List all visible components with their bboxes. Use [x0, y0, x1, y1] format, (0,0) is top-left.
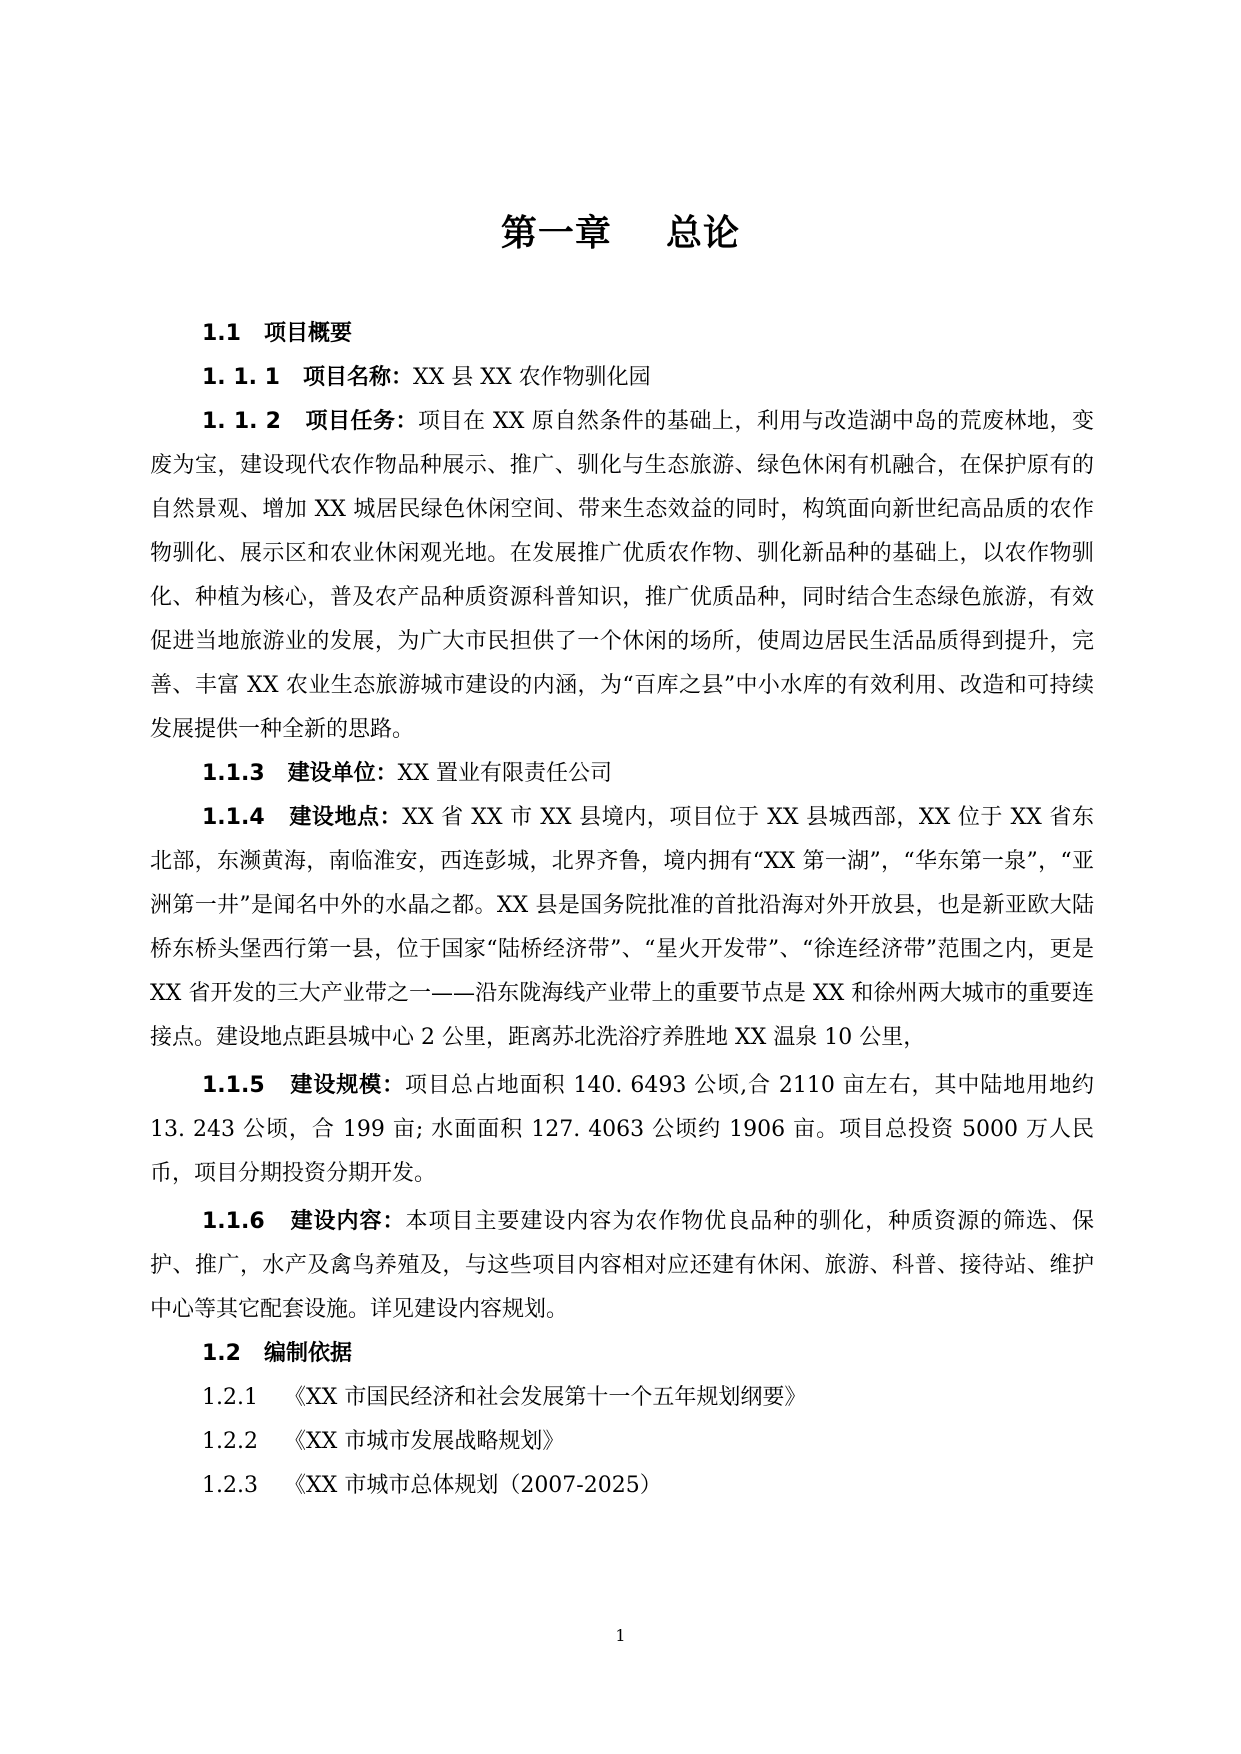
section-1-2-heading [150, 1332, 1094, 1376]
section-1-1-1: 1. 1. 1 项目名称：XX 县 XX 农作物驯化园 [202, 365, 651, 390]
section-title: 建设规模 [290, 1073, 383, 1098]
section-body: 本项目主要建设内容为农作物优良品种的驯化，种质资源的筛选、保护、推广，水产及禽鸟养殖及，与这些项目内容相对应还建有休闲、旅游、科普、接待站、维护中心等其它配套设施。详见建设内容规划。 [150, 1209, 1094, 1322]
section-number: 1. 1. 2 [202, 409, 281, 434]
section-1-1-heading [150, 312, 1094, 356]
section-body: XX 省 XX 市 XX 县境内，项目位于 XX 县城西部，XX 位于 XX 省东北部，东濒黄海，南临淮安，西连彭城，北界齐鲁，境内拥有“XX 第一湖”，“华东第一泉”，“亚洲第一井”是闻名中外的水晶之都。XX 县是国务院批准的首批沿海对外开放县，也是新亚欧大陆桥东桥头堡西行第一县，位于国家“陆桥经济带”、“星火开发带”、“徐连经济带”范围之内，更是 XX 省开发的三大产业带之一——沿东陇海线产业带上的重要节点是 XX 和徐州两大城市的重要连接点。建设地点距县城中心 2 公里，距离苏北洗浴疗养胜地 XX 温泉 10 公里， [150, 805, 1094, 1050]
section-title: 建设单位 [287, 761, 376, 786]
basis-item [150, 1464, 1094, 1508]
section-title: 项目名称 [302, 365, 391, 390]
document-body [150, 312, 1094, 1508]
section-number: 1. 1. 1 [202, 365, 280, 390]
section-body: XX 县 XX 农作物驯化园 [412, 365, 651, 390]
section-number: 1.1.6 [202, 1209, 265, 1234]
section-body: 项目总占地面积 140. 6493 公顷,合 2110 亩左右，其中陆地用地约 13. 243 公顷，合 199 亩; 水面面积 127. 4063 公顷约 1906 亩。项目总投资 5000 万人民币，项目分期投资分期开发。 [150, 1073, 1094, 1186]
basis-item-text: 《XX 市城市总体规划（2007-2025） [284, 1473, 662, 1498]
basis-item-text: 《XX 市国民经济和社会发展第十一个五年规划纲要》 [284, 1385, 807, 1410]
section-number: 1.1.5 [202, 1073, 265, 1098]
section-title: 项目概要 [263, 321, 352, 346]
page-number: 1 [615, 1626, 626, 1645]
section-number: 1.1.4 [202, 805, 265, 830]
chapter-title: 第一章 总论 [500, 213, 741, 254]
basis-item-number: 1.2.2 [202, 1429, 258, 1454]
section-title: 建设内容 [290, 1209, 383, 1234]
basis-item [150, 1420, 1094, 1464]
basis-item-text: 《XX 市城市发展战略规划》 [284, 1429, 565, 1454]
section-title: 项目任务 [305, 409, 396, 434]
section-1-1-4: 1.1.4 建设地点：XX 省 XX 市 XX 县境内，项目位于 XX 县城西部，XX 位于 XX 省东北部，东濒黄海，南临淮安，西连彭城，北界齐鲁，境内拥有“XX 第一湖”，“华东第一泉”，“亚洲第一井”是闻名中外的水晶之都。XX 县是国务院批准的首批沿海对外开放县，也是新亚欧大陆桥东桥头堡西行第一县，位于国家“陆桥经济带”、“星火开发带”、“徐连经济带”范围之内，更是 XX 省开发的三大产业带之一——沿东陇海线产业带上的重要节点是 XX 和徐州两大城市的重要连接点。建设地点距县城中心 2 公里，距离苏北洗浴疗养胜地 XX 温泉 10 公里， [150, 805, 1094, 1050]
section-number: 1.1 [202, 321, 241, 346]
section-title: 编制依据 [263, 1341, 352, 1366]
section-1-1-5: 1.1.5 建设规模：项目总占地面积 140. 6493 公顷,合 2110 亩左右，其中陆地用地约 13. 243 公顷，合 199 亩; 水面面积 127. 4063 公顷约 1906 亩。项目总投资 5000 万人民币，项目分期投资分期开发。 [150, 1073, 1094, 1186]
section-number: 1.2 [202, 1341, 241, 1366]
basis-item [150, 1376, 1094, 1420]
section-title: 建设地点 [289, 805, 380, 830]
section-1-1-3: 1.1.3 建设单位：XX 置业有限责任公司 [202, 761, 612, 786]
basis-item-number: 1.2.3 [202, 1473, 258, 1498]
section-number: 1.1.3 [202, 761, 265, 786]
section-body: XX 置业有限责任公司 [397, 761, 612, 786]
section-1-1-2: 1. 1. 2 项目任务：项目在 XX 原自然条件的基础上，利用与改造湖中岛的荒废林地，变废为宝，建设现代农作物品种展示、推广、驯化与生态旅游、绿色休闲有机融合，在保护原有的自然景观、增加 XX 城居民绿色休闲空间、带来生态效益的同时，构筑面向新世纪高品质的农作物驯化、展示区和农业休闲观光地。在发展推广优质农作物、驯化新品种的基础上，以农作物驯化、种植为核心，普及农产品种质资源科普知识，推广优质品种，同时结合生态绿色旅游，有效促进当地旅游业的发展，为广大市民担供了一个休闲的场所，使周边居民生活品质得到提升，完善、丰富 XX 农业生态旅游城市建设的内涵，为“百库之县”中小水库的有效利用、改造和可持续发展提供一种全新的思路。 [150, 409, 1094, 742]
section-1-1-6: 1.1.6 建设内容：本项目主要建设内容为农作物优良品种的驯化，种质资源的筛选、保护、推广，水产及禽鸟养殖及，与这些项目内容相对应还建有休闲、旅游、科普、接待站、维护中心等其它配套设施。详见建设内容规划。 [150, 1209, 1094, 1322]
basis-item-number: 1.2.1 [202, 1385, 258, 1410]
section-body: 项目在 XX 原自然条件的基础上，利用与改造湖中岛的荒废林地，变废为宝，建设现代农作物品种展示、推广、驯化与生态旅游、绿色休闲有机融合，在保护原有的自然景观、增加 XX 城居民绿色休闲空间、带来生态效益的同时，构筑面向新世纪高品质的农作物驯化、展示区和农业休闲观光地。在发展推广优质农作物、驯化新品种的基础上，以农作物驯化、种植为核心，普及农产品种质资源科普知识，推广优质品种，同时结合生态绿色旅游，有效促进当地旅游业的发展，为广大市民担供了一个休闲的场所，使周边居民生活品质得到提升，完善、丰富 XX 农业生态旅游城市建设的内涵，为“百库之县”中小水库的有效利用、改造和可持续发展提供一种全新的思路。 [150, 409, 1094, 742]
